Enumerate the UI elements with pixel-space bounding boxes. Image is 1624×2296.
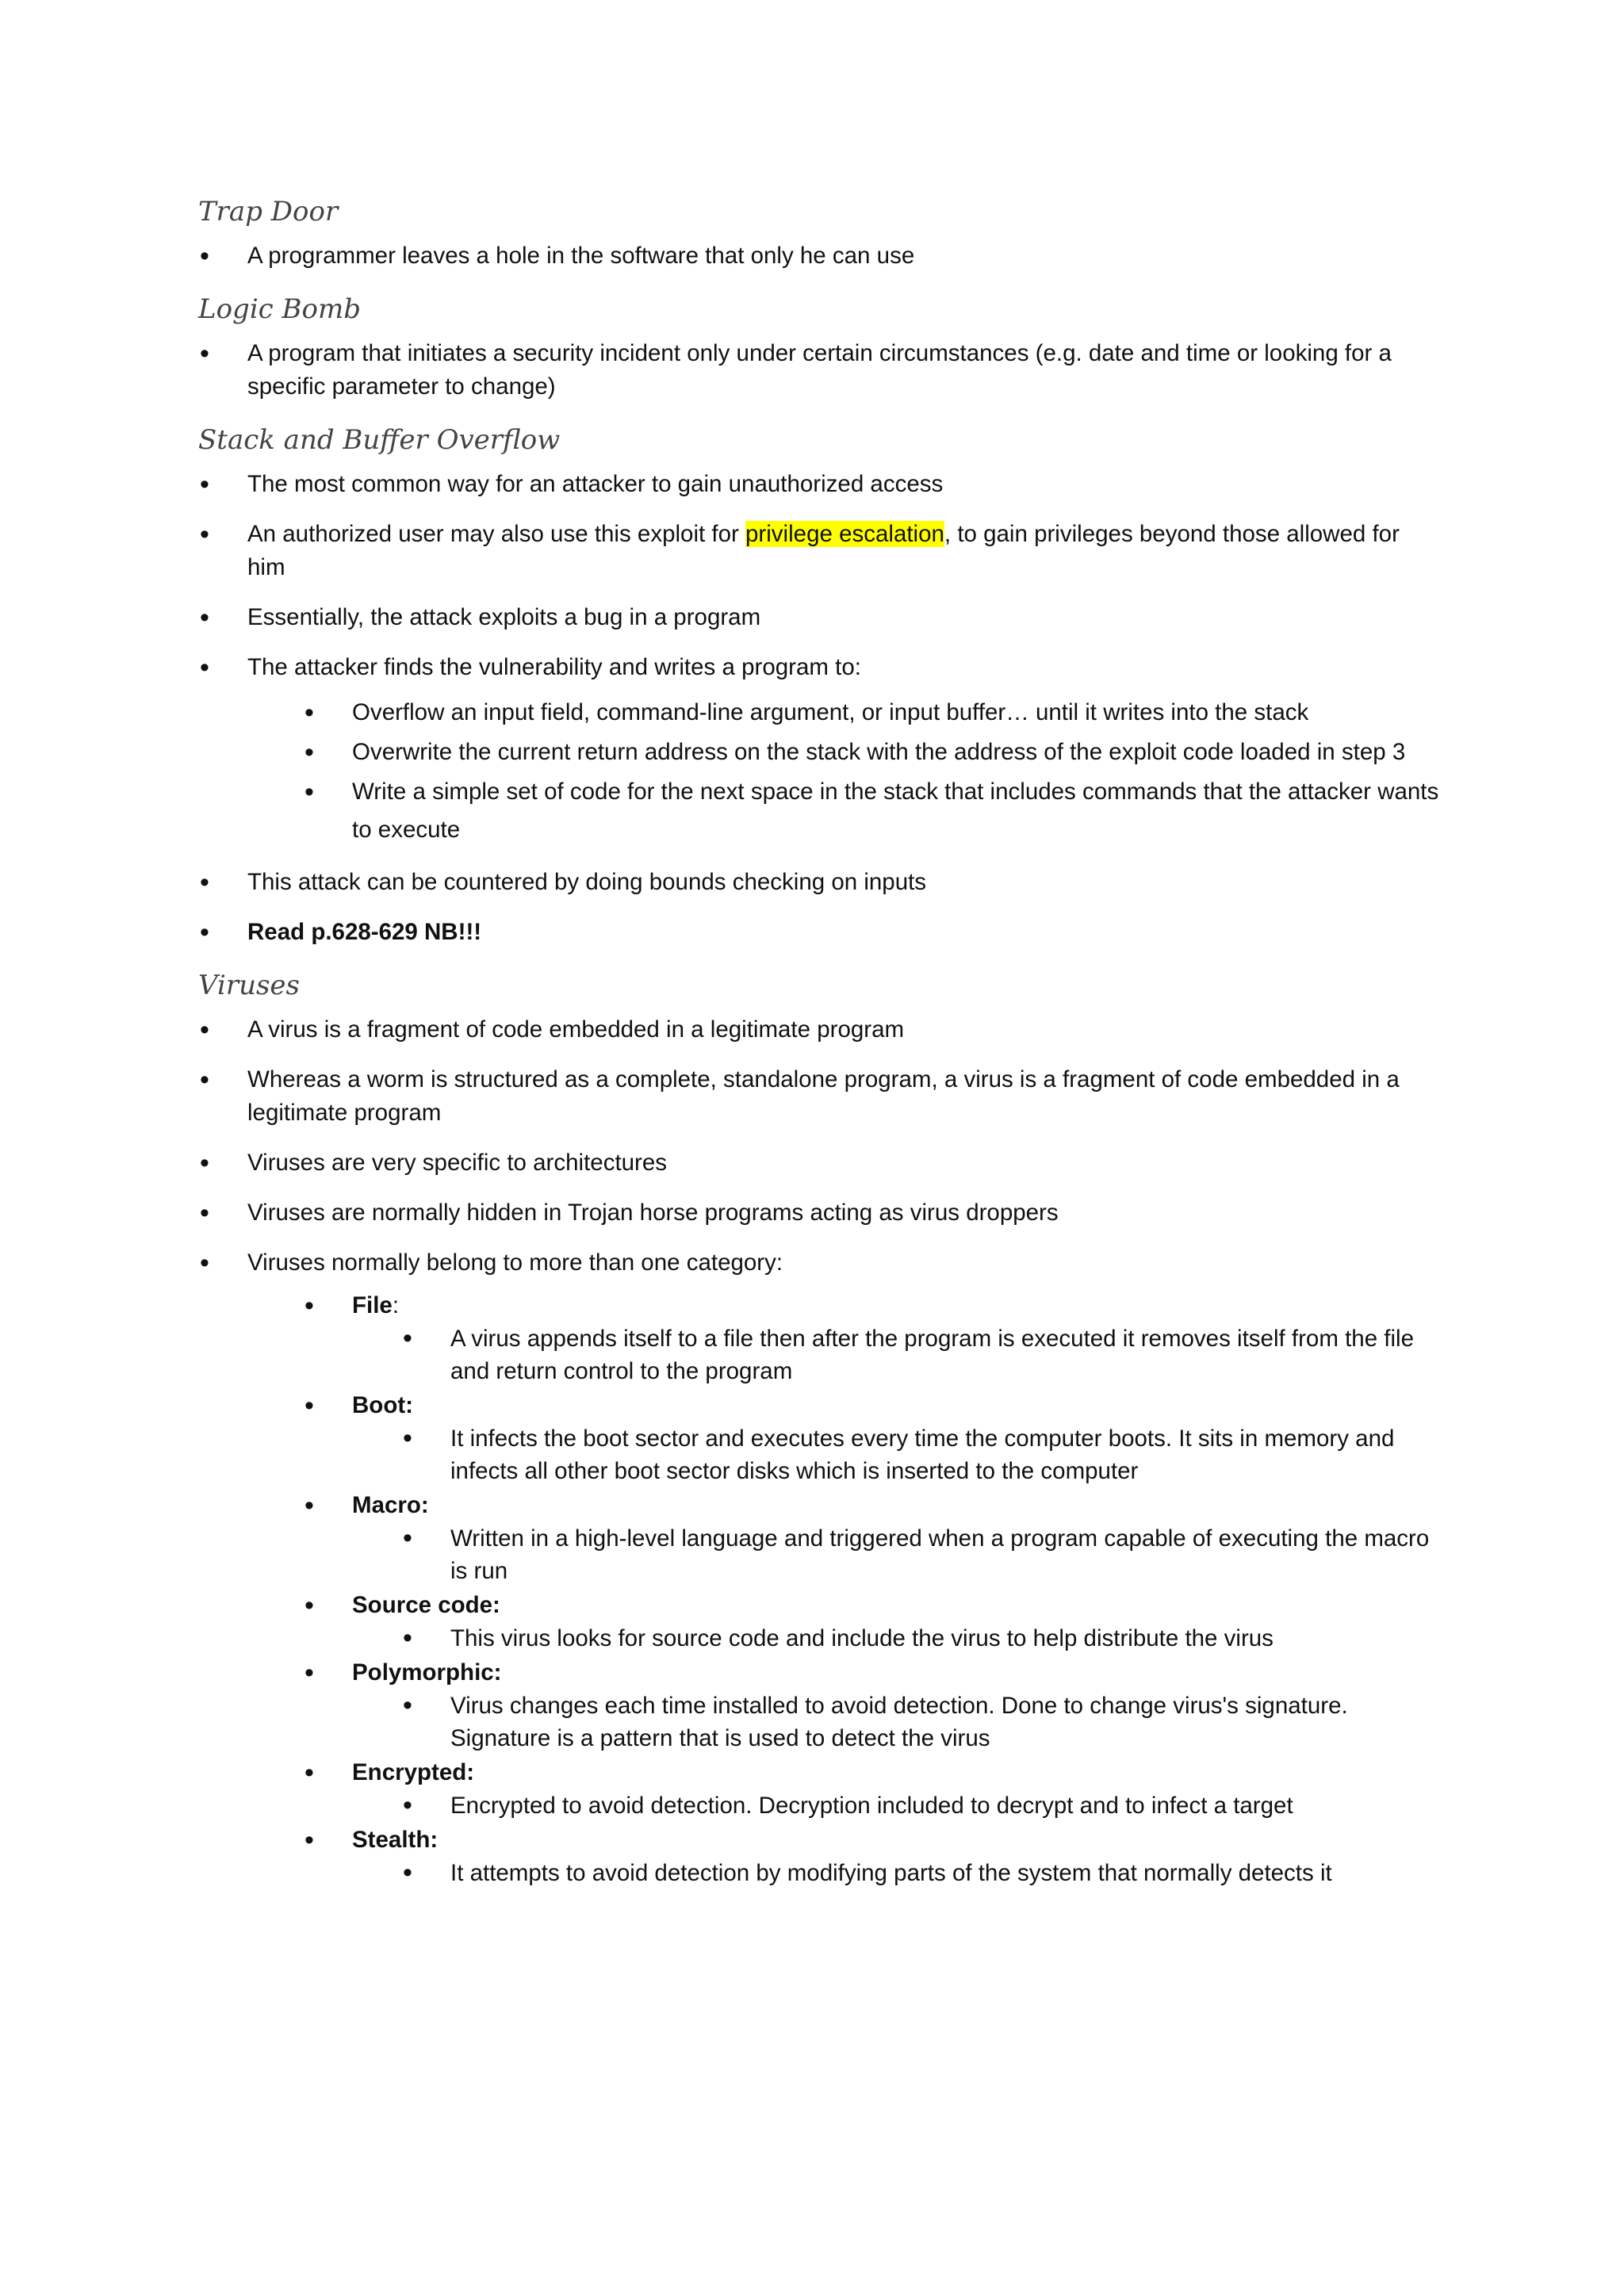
list-item: • Essentially, the attack exploits a bug in a program (198, 601, 1443, 634)
list-item-text: Viruses normally belong to more than one category: (247, 1249, 783, 1276)
step-item: • Write a simple set of code for the next space in the stack that includes commands that the attacker wants to execute (303, 773, 1443, 849)
category-desc: • It infects the boot sector and executes every time the computer boots. It sits in memory and infects all other boot sector disks which is inserted to the computer (401, 1422, 1443, 1487)
list-item: • A virus is a fragment of code embedded in a legitimate program (198, 1013, 1443, 1047)
category-desc-list (352, 1322, 1443, 1387)
sublist-steps (247, 694, 1443, 849)
category-desc: • Encrypted to avoid detection. Decryption included to decrypt and to infect a target (401, 1789, 1443, 1822)
category-item (303, 1823, 1443, 1889)
category-desc: • Virus changes each time installed to avoid detection. Done to change virus's signature. Signature is a pattern that is used to detect the virus (401, 1689, 1443, 1755)
list-item (198, 1246, 1443, 1889)
heading-logic-bomb: Logic Bomb (198, 293, 361, 325)
category-item (303, 1589, 1443, 1655)
highlighted-term: privilege escalation (745, 521, 944, 547)
category-item (303, 1289, 1443, 1387)
section-trap-door (198, 192, 1443, 273)
list-item: • A program that initiates a security incident only under certain circumstances (e.g. date and time or looking for a specific parameter to change) (198, 337, 1443, 404)
heading-stack-overflow: Stack and Buffer Overflow (198, 424, 561, 456)
sublist-categories (247, 1289, 1443, 1889)
category-name: Boot: (352, 1392, 413, 1418)
category-desc: • Written in a high-level language and triggered when a program capable of executing the macro is run (401, 1522, 1443, 1587)
category-item (303, 1489, 1443, 1587)
category-desc: • A virus appends itself to a file then after the program is executed it removes itself from the file and return control to the program (401, 1322, 1443, 1387)
category-desc-list (352, 1857, 1443, 1889)
section-stack-overflow (198, 420, 1443, 949)
category-desc-list (352, 1422, 1443, 1487)
heading-trap-door: Trap Door (198, 196, 339, 228)
heading-viruses: Viruses (198, 970, 300, 1001)
category-desc: • This virus looks for source code and include the virus to help distribute the virus (401, 1622, 1443, 1655)
list-item: • The most common way for an attacker to gain unauthorized access (198, 468, 1443, 501)
category-name: Macro: (352, 1492, 429, 1518)
section-logic-bomb (198, 289, 1443, 404)
list-item: • Viruses are very specific to architectures (198, 1146, 1443, 1180)
list-item (198, 651, 1443, 849)
category-name: Stealth: (352, 1827, 439, 1853)
list-logic-bomb (198, 337, 1443, 404)
category-item (303, 1656, 1443, 1755)
category-name: Encrypted: (352, 1759, 475, 1785)
document-content (198, 192, 1443, 1906)
category-desc-list (352, 1622, 1443, 1655)
section-viruses (198, 966, 1443, 1889)
category-item (303, 1756, 1443, 1822)
step-item: • Overflow an input field, command-line argument, or input buffer… until it writes into the stack (303, 694, 1443, 732)
text-segment: , to gain privileges beyond those allowed for him (247, 521, 1400, 580)
list-item (198, 518, 1443, 584)
category-desc-list (352, 1689, 1443, 1755)
category-item (303, 1389, 1443, 1487)
category-name: Polymorphic: (352, 1659, 502, 1686)
list-item-text: The attacker finds the vulnerability and writes a program to: (247, 654, 861, 680)
list-item: • A programmer leaves a hole in the software that only he can use (198, 239, 1443, 273)
list-item: • Viruses are normally hidden in Trojan horse programs acting as virus droppers (198, 1196, 1443, 1230)
category-name: File (352, 1292, 393, 1318)
bold-note: Read p.628-629 NB!!! (247, 919, 482, 945)
list-item (198, 916, 1443, 949)
category-suffix: : (392, 1292, 400, 1318)
list-item: • This attack can be countered by doing bounds checking on inputs (198, 866, 1443, 899)
text-segment: An authorized user may also use this exploit for (247, 521, 746, 547)
list-stack-overflow (198, 468, 1443, 949)
category-desc: • It attempts to avoid detection by modifying parts of the system that normally detects it (401, 1857, 1443, 1889)
category-name: Source code: (352, 1592, 500, 1618)
category-desc-list (352, 1522, 1443, 1587)
list-viruses (198, 1013, 1443, 1889)
list-trap-door (198, 239, 1443, 273)
step-item: • Overwrite the current return address on the stack with the address of the exploit code loaded in step 3 (303, 733, 1443, 771)
list-item: • Whereas a worm is structured as a complete, standalone program, a virus is a fragment of code embedded in a legitimate program (198, 1063, 1443, 1130)
category-desc-list (352, 1789, 1443, 1822)
